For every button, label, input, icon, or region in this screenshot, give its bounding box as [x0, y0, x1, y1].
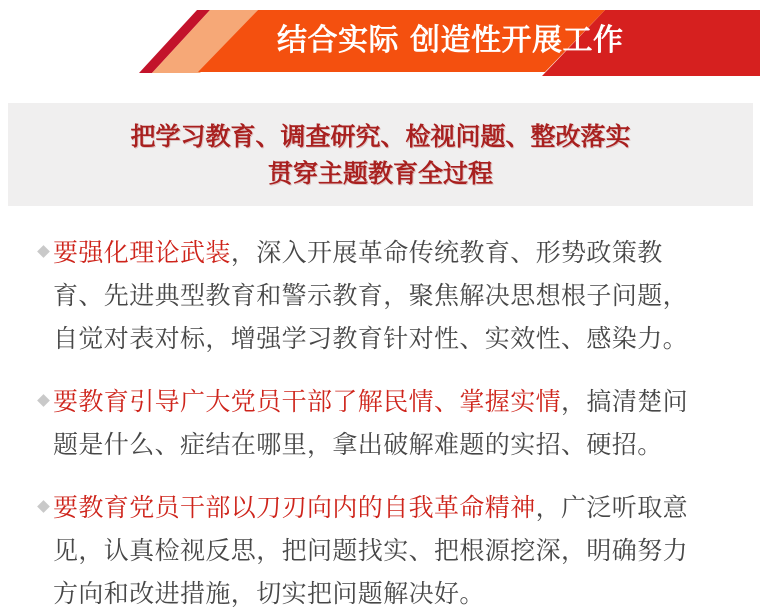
subheader-box: [8, 103, 753, 206]
subheader-line1: 把学习教育、调查研究、检视问题、整改落实: [130, 122, 631, 151]
bullet-body-text: ，深入开展革命传统教育、形势政策教育、先进典型教育和警示教育，聚焦解决思想根子问题，自觉对表对标，增强学习教育针对性、实效性、感染力。: [53, 238, 689, 353]
bullet-highlight-text: 要教育引导广大党员干部了解民情、掌握实情: [53, 387, 562, 416]
diamond-bullet-icon: [37, 394, 50, 407]
diamond-bullet-icon: [37, 500, 50, 513]
bullet-body-text: ，广泛听取意见，认真检视反思，把问题找实、把根源挖深，明确努力方向和改进措施，切实把问题解决好。: [53, 493, 689, 608]
bullet-list: [0, 231, 760, 608]
title-banner: [0, 0, 760, 90]
page-title: 结合实际 创造性开展工作: [277, 23, 624, 58]
list-item: [0, 231, 760, 360]
bullet-highlight-text: 要教育党员干部以刀刃向内的自我革命精神: [53, 493, 536, 522]
bullet-highlight-text: 要强化理论武装: [53, 238, 231, 267]
subheader-line2: 贯穿主题教育全过程: [267, 159, 493, 188]
list-item: [0, 380, 760, 466]
diamond-bullet-icon: [37, 245, 50, 258]
list-item: [0, 486, 760, 608]
bullet-body-text: ，搞清楚问题是什么、症结在哪里，拿出破解难题的实招、硬招。: [53, 387, 689, 459]
